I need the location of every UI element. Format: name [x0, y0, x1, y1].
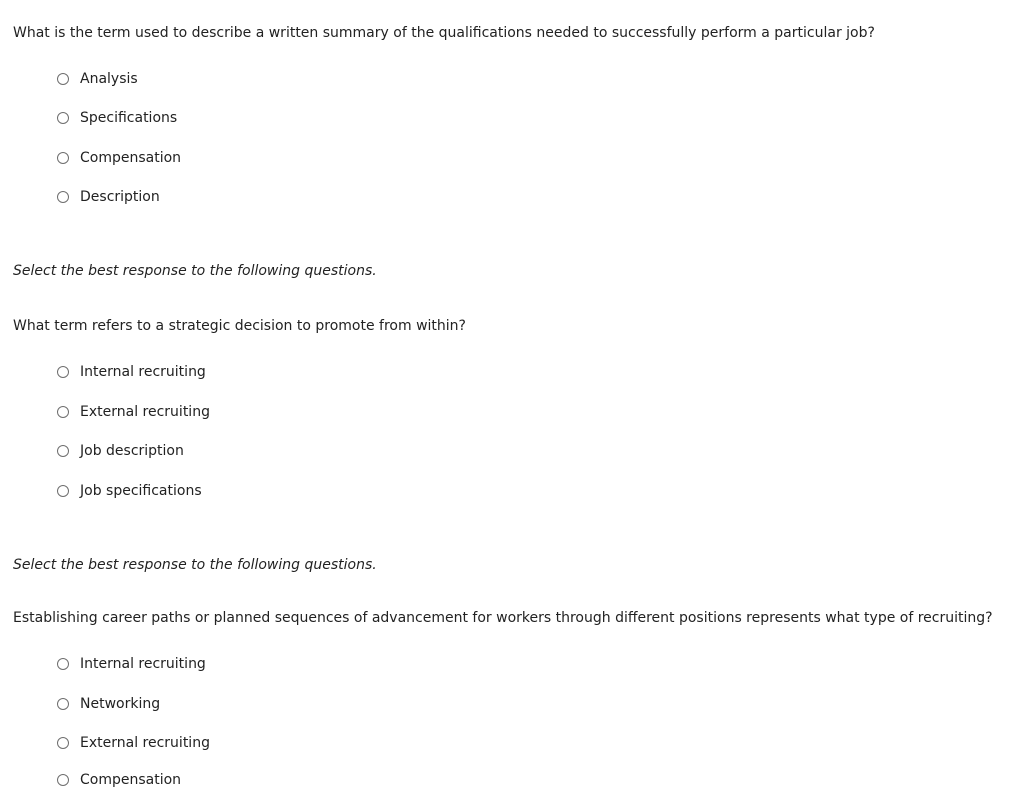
- q1-option-label: Specifications: [80, 110, 178, 126]
- q1-option-label: Analysis: [80, 71, 138, 87]
- section-instruction-1: Select the best response to the following questions.: [13, 263, 377, 279]
- q2-option-job-specifications[interactable]: [57, 481, 202, 501]
- radio-button-icon[interactable]: [57, 366, 69, 378]
- q3-option-external-recruiting[interactable]: [57, 733, 210, 753]
- q1-option-analysis[interactable]: [57, 69, 138, 89]
- question-1-text: What is the term used to describe a written summary of the qualifications needed to successfully perform a particular job?: [13, 25, 875, 41]
- q2-option-label: Internal recruiting: [80, 364, 206, 380]
- radio-button-icon[interactable]: [57, 152, 69, 164]
- q2-option-label: Job description: [80, 443, 184, 459]
- question-2-text: What term refers to a strategic decision to promote from within?: [13, 318, 466, 334]
- q2-option-label: Job specifications: [80, 483, 202, 499]
- q2-option-external-recruiting[interactable]: [57, 402, 210, 422]
- q1-option-description[interactable]: [57, 187, 160, 207]
- radio-button-icon[interactable]: [57, 658, 69, 670]
- radio-button-icon[interactable]: [57, 406, 69, 418]
- q3-option-label: Internal recruiting: [80, 656, 206, 672]
- radio-button-icon[interactable]: [57, 112, 69, 124]
- q2-option-internal-recruiting[interactable]: [57, 362, 206, 382]
- q3-option-networking[interactable]: [57, 694, 160, 714]
- q2-option-job-description[interactable]: [57, 441, 184, 461]
- radio-button-icon[interactable]: [57, 737, 69, 749]
- radio-button-icon[interactable]: [57, 774, 69, 786]
- q3-option-internal-recruiting[interactable]: [57, 654, 206, 674]
- radio-button-icon[interactable]: [57, 445, 69, 457]
- q1-option-compensation[interactable]: [57, 148, 181, 168]
- q1-option-specifications[interactable]: [57, 108, 177, 128]
- radio-button-icon[interactable]: [57, 485, 69, 497]
- q1-option-label: Compensation: [80, 150, 182, 166]
- q2-option-label: External recruiting: [80, 404, 210, 420]
- q3-option-compensation[interactable]: [57, 770, 181, 790]
- q3-option-label: Networking: [80, 696, 161, 712]
- radio-button-icon[interactable]: [57, 698, 69, 710]
- q3-option-label: External recruiting: [80, 735, 210, 751]
- q1-option-label: Description: [80, 189, 160, 205]
- section-instruction-2: Select the best response to the following questions.: [13, 557, 377, 573]
- radio-button-icon[interactable]: [57, 73, 69, 85]
- question-3-text: Establishing career paths or planned sequences of advancement for workers through different positions represents what type of recruiting?: [13, 610, 993, 626]
- q3-option-label: Compensation: [80, 772, 182, 788]
- radio-button-icon[interactable]: [57, 191, 69, 203]
